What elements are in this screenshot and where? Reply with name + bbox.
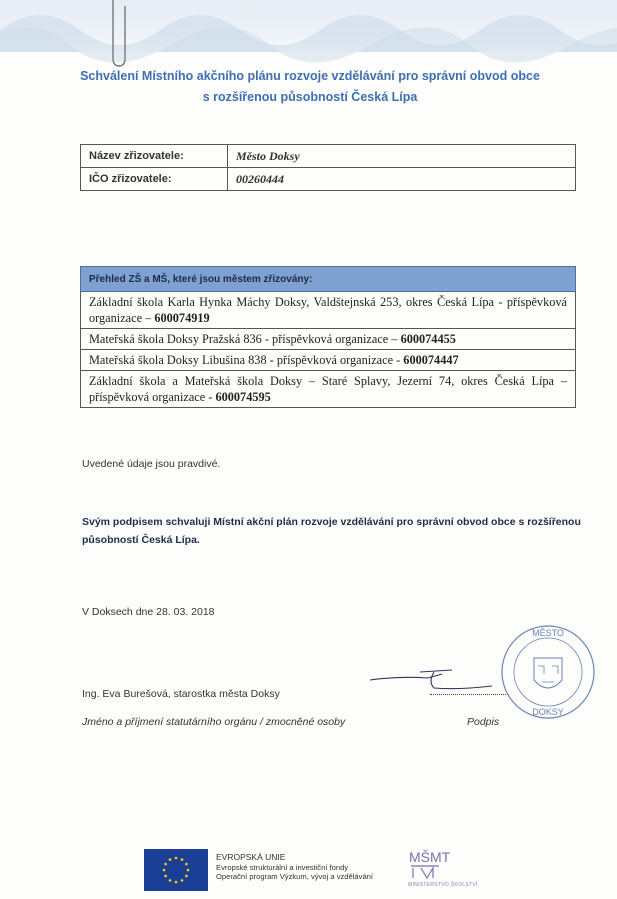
signer-name: Ing. Eva Burešová, starostka města Doksy: [82, 688, 280, 700]
stamp-bottom-text: DOKSY: [532, 707, 564, 717]
wave-pattern-icon: [0, 0, 617, 52]
school-name: Základní škola Karla Hynka Máchy Doksy, Valdštejnská 253, okres Česká Lípa - příspěvková organizace –: [89, 295, 567, 325]
eu-label: [216, 853, 373, 882]
founder-ico-label: IČO zřizovatele:: [81, 168, 228, 191]
founder-table: [80, 144, 576, 191]
table-row: [81, 371, 576, 408]
approval-statement: Svým podpisem schvaluji Místní akční plán rozvoje vzdělávání pro správní obvod obce s rozšířenou působností Česká Lípa.: [82, 516, 581, 546]
school-name: Mateřská škola Doksy Libušina 838 - příspěvková organizace -: [89, 353, 404, 367]
school-id: 600074595: [215, 390, 271, 404]
table-row: [81, 329, 576, 350]
school-row-2: [81, 329, 576, 350]
stamp-top-text: MĚSTO: [532, 628, 564, 638]
header-banner: [0, 0, 617, 52]
school-name: Mateřská škola Doksy Pražská 836 - příspěvková organizace –: [89, 332, 401, 346]
title-line-1: Schválení Místního akčního plánu rozvoje vzdělávání pro správní obvod obce: [80, 69, 540, 83]
table-row: [81, 145, 576, 168]
school-id: 600074455: [400, 332, 456, 346]
msmt-logo-icon: [405, 846, 451, 880]
handwritten-signature-icon: [368, 666, 498, 696]
school-id: 600074447: [403, 353, 459, 367]
signature-caption: Podpis: [467, 716, 500, 728]
table-row: [81, 292, 576, 329]
school-row-3: [81, 350, 576, 371]
page-title: [60, 66, 560, 108]
founder-name-value: Město Doksy: [228, 145, 576, 168]
eu-line-1: EVROPSKÁ UNIE: [216, 852, 286, 862]
date-place: V Doksech dne 28. 03. 2018: [82, 606, 215, 618]
title-line-2: s rozšířenou působností Česká Lípa: [202, 90, 418, 104]
city-seal-icon: [498, 622, 598, 722]
statement-true: Uvedené údaje jsou pravdivé.: [82, 458, 221, 470]
founder-ico-value: 00260444: [228, 168, 576, 191]
city-stamp: [498, 622, 598, 727]
school-id: 600074919: [154, 311, 210, 325]
schools-table-header: Přehled ZŠ a MŠ, které jsou městem zřizovány:: [81, 267, 576, 292]
school-row-1: [81, 292, 576, 329]
table-row: [81, 350, 576, 371]
msmt-caption: MINISTERSTVO ŠKOLSTVÍ,: [408, 882, 480, 888]
signer-caption: Jméno a příjmení statutárního orgánu / zmocněné osoby: [82, 716, 346, 728]
school-row-4: [81, 371, 576, 408]
eu-line-3: Operační program Výzkum, vývoj a vzdělávání: [216, 872, 374, 881]
paperclip-icon: [105, 0, 131, 70]
msmt-logo-text: MŠMT: [409, 849, 451, 865]
signature-line: [430, 694, 508, 695]
table-row: [81, 168, 576, 191]
founder-name-label: Název zřizovatele:: [81, 145, 228, 168]
schools-table: [80, 266, 576, 408]
eu-line-2: Evropské strukturální a investiční fondy: [216, 862, 349, 872]
school-name: Základní škola a Mateřská škola Doksy – Staré Splavy, Jezerní 74, okres Česká Lípa – příspěvková organizace -: [89, 374, 567, 404]
eu-flag-icon: [144, 849, 208, 891]
